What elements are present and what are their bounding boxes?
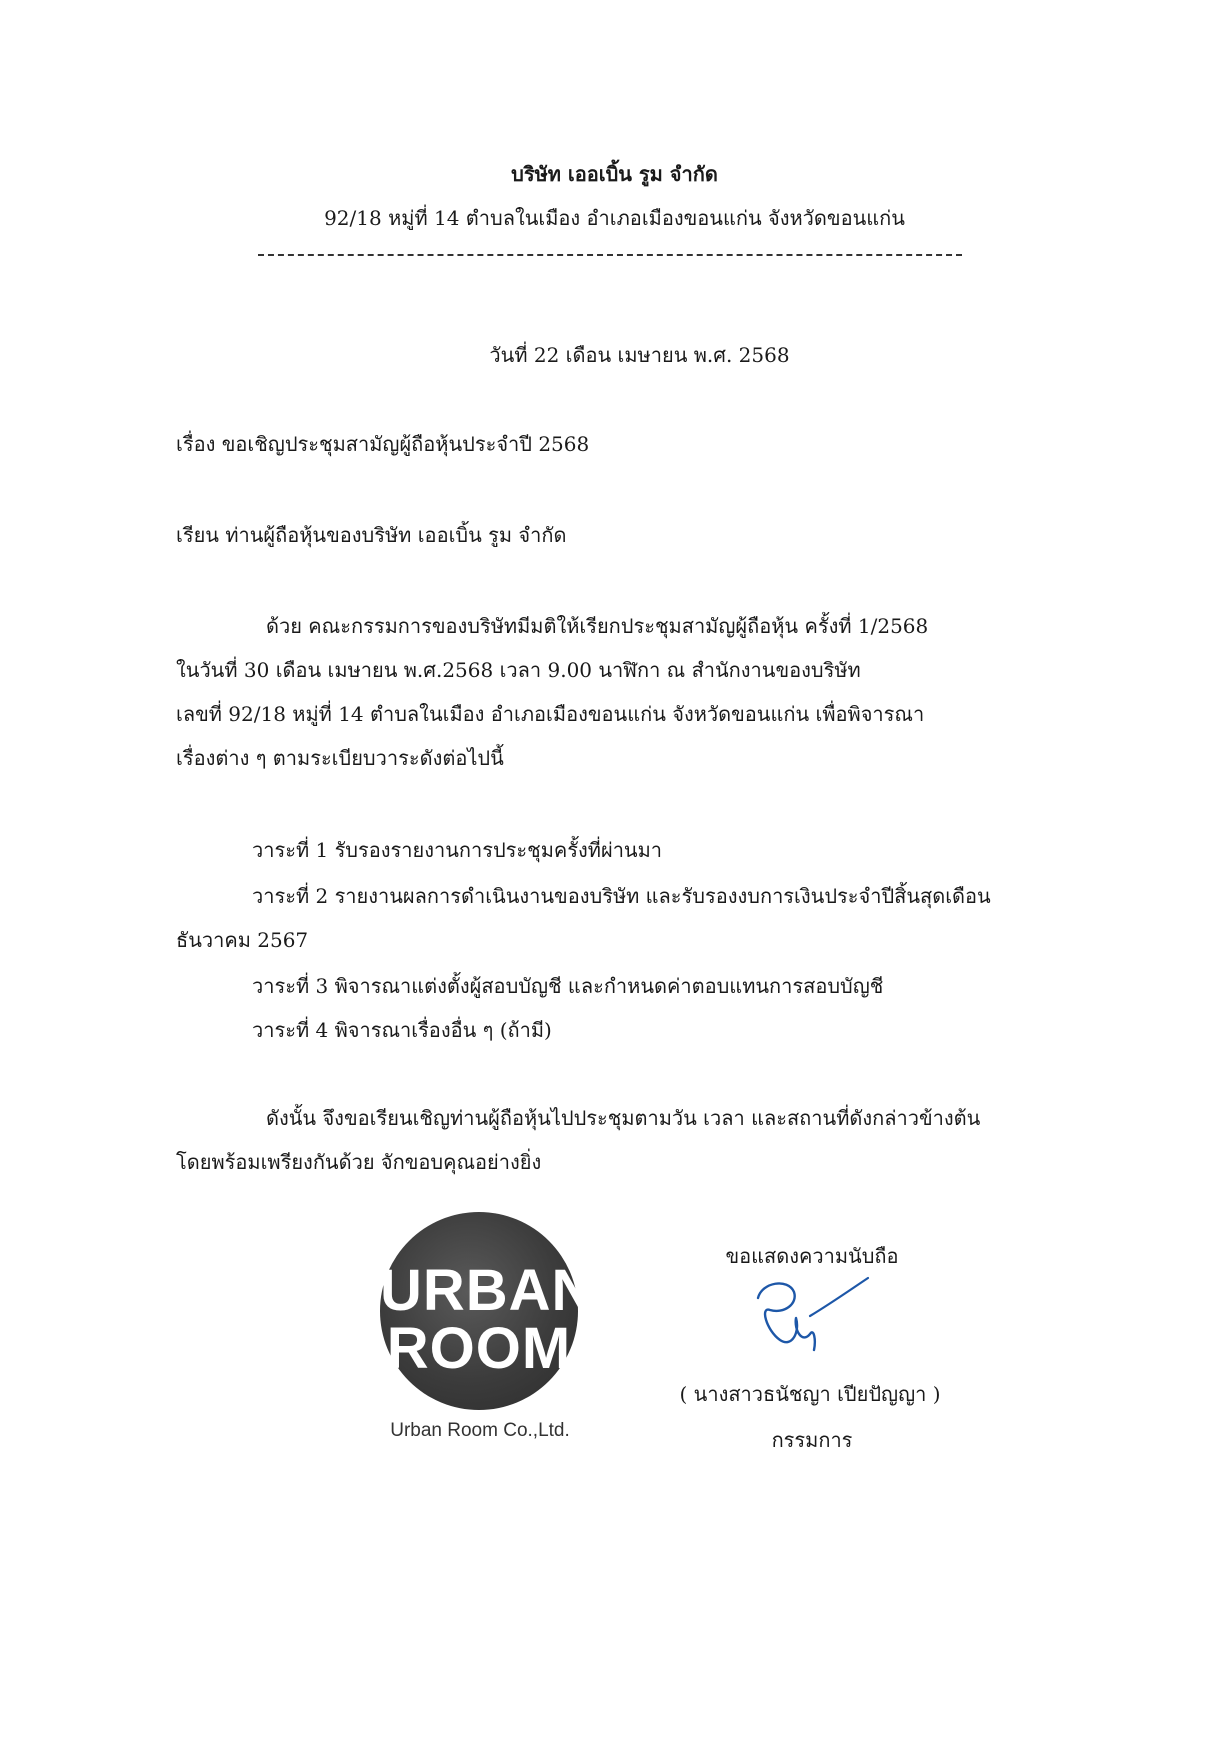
header-divider xyxy=(258,254,962,256)
seal-line-2: ROOM xyxy=(386,1316,572,1381)
agenda-item-2: วาระที่ 2 รายงานผลการดำเนินงานของบริษัท และรับรองงบการเงินประจำปีสิ้นสุดเดือน xyxy=(252,884,991,908)
body-line: เรื่องต่าง ๆ ตามระเบียบวาระดังต่อไปนี้ xyxy=(176,746,504,770)
agenda-item-4: วาระที่ 4 พิจารณาเรื่องอื่น ๆ (ถ้ามี) xyxy=(252,1018,552,1042)
conclusion-paragraph xyxy=(176,1096,1040,1184)
signer-title: กรรมการ xyxy=(771,1428,853,1452)
agenda-item-3: วาระที่ 3 พิจารณาแต่งตั้งผู้สอบบัญชี และกำหนดค่าตอบแทนการสอบบัญชี xyxy=(252,974,884,998)
agenda-item-1: วาระที่ 1 รับรองรายงานการประชุมครั้งที่ผ่านมา xyxy=(252,838,663,862)
signer-name: ( นางสาวธนัชญา เปียปัญญา ) xyxy=(679,1382,941,1406)
letter-subject: เรื่อง ขอเชิญประชุมสามัญผู้ถือหุ้นประจำปี 2568 xyxy=(176,432,590,456)
body-line: ในวันที่ 30 เดือน เมษายน พ.ศ.2568 เวลา 9.00 นาฬิกา ณ สำนักงานของบริษัท xyxy=(176,658,861,682)
conclusion-line: โดยพร้อมเพรียงกันด้วย จักขอบคุณอย่างยิ่ง xyxy=(176,1150,542,1174)
body-paragraph xyxy=(176,604,1040,780)
seal-caption: Urban Room Co.,Ltd. xyxy=(390,1420,570,1441)
body-line: เลขที่ 92/18 หมู่ที่ 14 ตำบลในเมือง อำเภอเมืองขอนแก่น จังหวัดขอนแก่น เพื่อพิจารณา xyxy=(176,702,925,726)
handwritten-signature xyxy=(740,1270,880,1360)
letter-salutation: เรียน ท่านผู้ถือหุ้นของบริษัท เออเบิ้น รูม จำกัด xyxy=(176,523,567,547)
company-name: บริษัท เออเบิ้น รูม จำกัด xyxy=(511,162,718,186)
seal-line-1: URBAN xyxy=(380,1258,595,1323)
body-line: ด้วย คณะกรรมการของบริษัทมีมติให้เรียกประชุมสามัญผู้ถือหุ้น ครั้งที่ 1/2568 xyxy=(266,614,929,638)
conclusion-line: ดังนั้น จึงขอเรียนเชิญท่านผู้ถือหุ้นไปประชุมตามวัน เวลา และสถานที่ดังกล่าวข้างต้น xyxy=(266,1106,981,1130)
company-seal xyxy=(380,1212,595,1410)
agenda-item-2-continuation: ธันวาคม 2567 xyxy=(176,928,309,952)
company-address: 92/18 หมู่ที่ 14 ตำบลในเมือง อำเภอเมืองขอนแก่น จังหวัดขอนแก่น xyxy=(324,206,905,230)
closing-text: ขอแสดงความนับถือ xyxy=(725,1244,899,1268)
letter-date: วันที่ 22 เดือน เมษายน พ.ศ. 2568 xyxy=(489,343,790,367)
